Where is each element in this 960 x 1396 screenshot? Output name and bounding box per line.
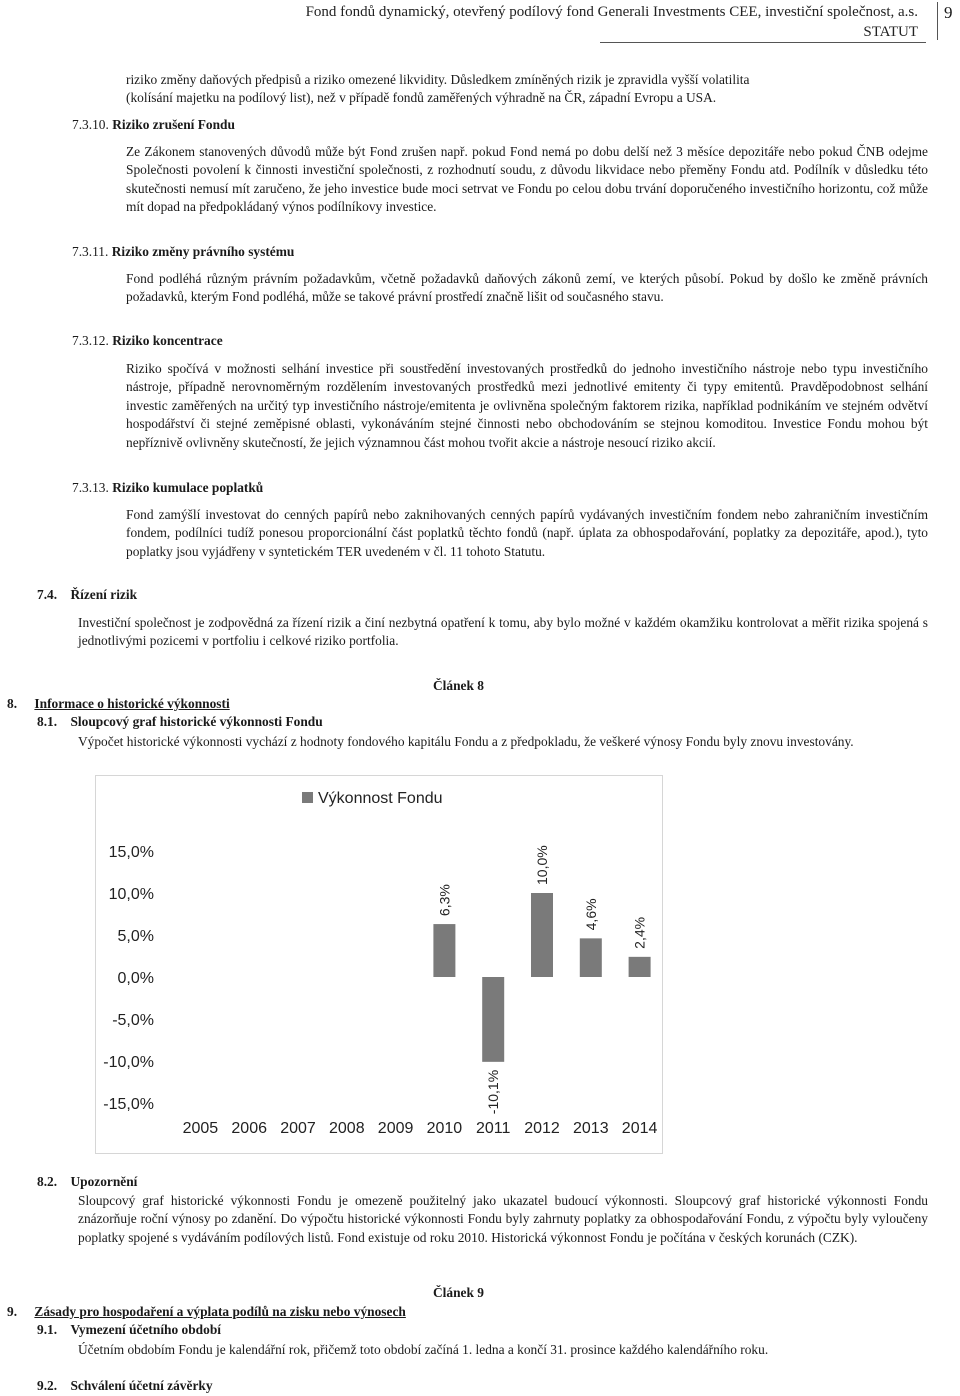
x-tick-label: 2006 xyxy=(231,1120,267,1137)
x-axis xyxy=(183,1120,658,1137)
header-vertical-rule xyxy=(937,2,938,40)
section-number: 8.1. xyxy=(37,714,58,729)
x-tick-label: 2012 xyxy=(524,1120,560,1137)
legend-swatch xyxy=(302,792,313,803)
data-label: 2,4% xyxy=(631,916,648,949)
x-tick-label: 2009 xyxy=(377,1120,414,1137)
data-label: 10,0% xyxy=(534,845,550,885)
section-title: Riziko koncentrace xyxy=(112,333,223,348)
x-tick-label: 2007 xyxy=(280,1120,316,1137)
x-tick-label: 2011 xyxy=(475,1120,511,1137)
section-title: Schválení účetní závěrky xyxy=(70,1378,213,1393)
y-tick-label: 15,0% xyxy=(108,844,154,861)
section-title: Sloupcový graf historické výkonnosti Fondu xyxy=(70,714,323,729)
y-tick-label: -15,0% xyxy=(103,1096,154,1113)
bar xyxy=(433,924,455,977)
section-title: Riziko kumulace poplatků xyxy=(112,480,264,495)
y-tick-label: -10,0% xyxy=(103,1054,154,1071)
section-9-heading xyxy=(7,1304,406,1320)
section-title: Upozornění xyxy=(70,1174,138,1189)
data-label: 6,3% xyxy=(436,884,453,917)
section-7-3-11-heading xyxy=(72,244,294,260)
section-7-3-12-text: Riziko spočívá v možnosti selhání investice při soustředění investovaných prostředků do jednoho investičního nástroje nebo typu investičního nástroje, případně nerovnoměrným rozdělením investovaných prostředků mezi jednotlivé emitenty či typy emitentů. Pravděpodobnost selhání investic zaměřených na určitý typ investičního nástroje/emitenta je ovlivněna společným faktorem rizika, například podnikáním ve stejném odvětví hospodářství či stejné zeměpisné oblasti, vykonáváním stejné činnosti nebo obchodováním se stejnou komoditou. Investice Fondu mohou být nepříznivě ovlivněny skutečností, že jejich významnou část mohou tvořit akcie a nástroje nesoucí riziko akcií. xyxy=(126,361,928,450)
section-9-1-text: Účetním obdobím Fondu je kalendářní rok, přičemž toto období začíná 1. ledna a končí 31. prosince každého kalendářního roku. xyxy=(78,1342,769,1357)
section-7-4-heading xyxy=(37,587,137,603)
legend-label: Výkonnost Fondu xyxy=(318,790,443,807)
x-tick-label: 2014 xyxy=(621,1120,658,1137)
section-title: Riziko zrušení Fondu xyxy=(112,117,235,132)
section-title: Informace o historické výkonnosti xyxy=(34,696,230,711)
section-9-2-heading xyxy=(37,1378,213,1394)
section-number: 9. xyxy=(7,1304,18,1319)
article-8-heading: Článek 8 xyxy=(433,678,484,693)
header-rule xyxy=(600,42,926,43)
article-9-heading: Článek 9 xyxy=(433,1285,484,1300)
document-subtitle: STATUT xyxy=(863,24,918,40)
section-7-3-13-heading xyxy=(72,480,263,496)
top-paragraph-line-2: (kolísání majetku na podílový list), než v případě fondů zaměřených výhradně na ČR, západní Evropu a USA. xyxy=(126,90,717,106)
section-title: Riziko změny právního systému xyxy=(111,244,295,259)
y-tick-label: 0,0% xyxy=(117,970,154,987)
section-8-1-text: Výpočet historické výkonnosti vychází z hodnoty fondového kapitálu Fondu a z předpokladu, že veškeré výnosy Fondu byly znovu investovány. xyxy=(78,734,854,749)
bars xyxy=(433,893,650,1062)
chart-legend xyxy=(302,790,443,807)
section-title: Řízení rizik xyxy=(70,587,138,602)
bar xyxy=(629,957,651,977)
section-number: 7.4. xyxy=(37,587,58,602)
x-tick-label: 2013 xyxy=(573,1120,609,1137)
performance-chart-svg xyxy=(96,776,662,1153)
document-header xyxy=(306,2,918,42)
section-number: 9.2. xyxy=(37,1378,58,1393)
section-8-2-heading xyxy=(37,1174,137,1190)
data-label: 4,6% xyxy=(582,898,599,931)
performance-chart xyxy=(95,775,663,1154)
y-tick-label: 5,0% xyxy=(117,928,154,945)
section-9-1-heading xyxy=(37,1322,221,1338)
section-title: Vymezení účetního období xyxy=(70,1322,221,1337)
section-7-3-13-text: Fond zamýšlí investovat do cenných papírů nebo zaknihovaných cenných papírů vydávaných investičním fondem nebo zahraničním investičním fondem, podílníci tudíž ponesou proporcionální část poplatků těchto fondů (např. úplata za obhospodařování, poplatky za depozitáře, apod.), tyto poplatky jsou vyjádřeny v syntetickém TER uvedeném v čl. 11 tohoto Statutu. xyxy=(126,507,928,559)
x-tick-label: 2008 xyxy=(329,1120,365,1137)
section-number: 7.3.12. xyxy=(72,333,109,348)
section-7-4-text: Investiční společnost je zodpovědná za řízení rizik a činí nezbytná opatření k tomu, aby bylo možné v každém okamžiku kontrolovat a měřit rizika spojená s jednotlivými pozicemi v portfoliu i celkové riziko portfolia. xyxy=(78,615,928,649)
section-number: 7.3.11. xyxy=(72,244,109,259)
document-title: Fond fondů dynamický, otevřený podílový fond Generali Investments CEE, investiční společnost, a.s. xyxy=(305,4,918,20)
x-tick-label: 2010 xyxy=(426,1120,463,1137)
section-7-3-10-heading xyxy=(72,117,235,133)
section-7-3-12-heading xyxy=(72,333,223,349)
bar xyxy=(482,977,504,1062)
x-tick-label: 2005 xyxy=(182,1120,219,1137)
section-8-1-heading xyxy=(37,714,323,730)
y-tick-label: 10,0% xyxy=(108,886,154,903)
y-tick-label: -5,0% xyxy=(112,1012,154,1029)
section-number: 8. xyxy=(7,696,18,711)
section-8-2-text: Sloupcový graf historické výkonnosti Fondu je omezeně použitelný jako ukazatel budoucí výkonnosti. Sloupcový graf historické výkonnosti Fondu znázorňuje roční výnosy po zdanění. Do výpočtu historické výkonnosti Fondu byly zahrnuty poplatky za obhospodařování Fondu, z výpočtu byly vyloučeny poplatky spojené s vydáváním podílových listů. Fond existuje od roku 2010. Historická výkonnost Fondu je počítána v českých korunách (CZK). xyxy=(78,1193,928,1245)
section-title: Zásady pro hospodaření a výplata podílů na zisku nebo výnosech xyxy=(34,1304,406,1319)
top-paragraph xyxy=(126,71,931,108)
data-label: -10,1% xyxy=(485,1069,502,1115)
section-number: 7.3.10. xyxy=(72,117,109,132)
section-7-3-10-text: Ze Zákonem stanovených důvodů může být Fond zrušen např. pokud Fond nemá po dobu delší než 3 měsíce depozitáře nebo pokud ČNB odejme Společnosti povolení k činnosti investiční společnosti, z rozhodnutí soudu, z důvodu likvidace nebo přeměny Fondu atd. Podílník v důsledku této skutečnosti nemusí mít zaručeno, že jeho investice bude moci setrvat ve Fondu po celou dobu trvání doporučeného investičního horizontu, což může mít dopad na předpokládaný výnos podílníkovy investice. xyxy=(126,144,928,215)
y-axis xyxy=(103,844,154,1113)
page-number: 9 xyxy=(944,3,953,22)
section-7-3-11-text: Fond podléhá různým právním požadavkům, včetně požadavků daňových zákonů zemí, ve kterých působí. Pokud by došlo ke změně právních požadavků, kterým Fond podléhá, může se takové právní prostředí značně lišit od současného stavu. xyxy=(126,271,928,305)
data-labels xyxy=(436,845,647,1114)
section-number: 7.3.13. xyxy=(72,480,109,495)
bar xyxy=(580,938,602,977)
section-number: 8.2. xyxy=(37,1174,58,1189)
section-8-heading xyxy=(7,696,230,712)
top-paragraph-line-1: riziko změny daňových předpisů a riziko omezené likvidity. Důsledkem zmíněných rizik je zpravidla vyšší volatilita xyxy=(126,72,750,87)
bar xyxy=(531,893,553,977)
section-number: 9.1. xyxy=(37,1322,58,1337)
